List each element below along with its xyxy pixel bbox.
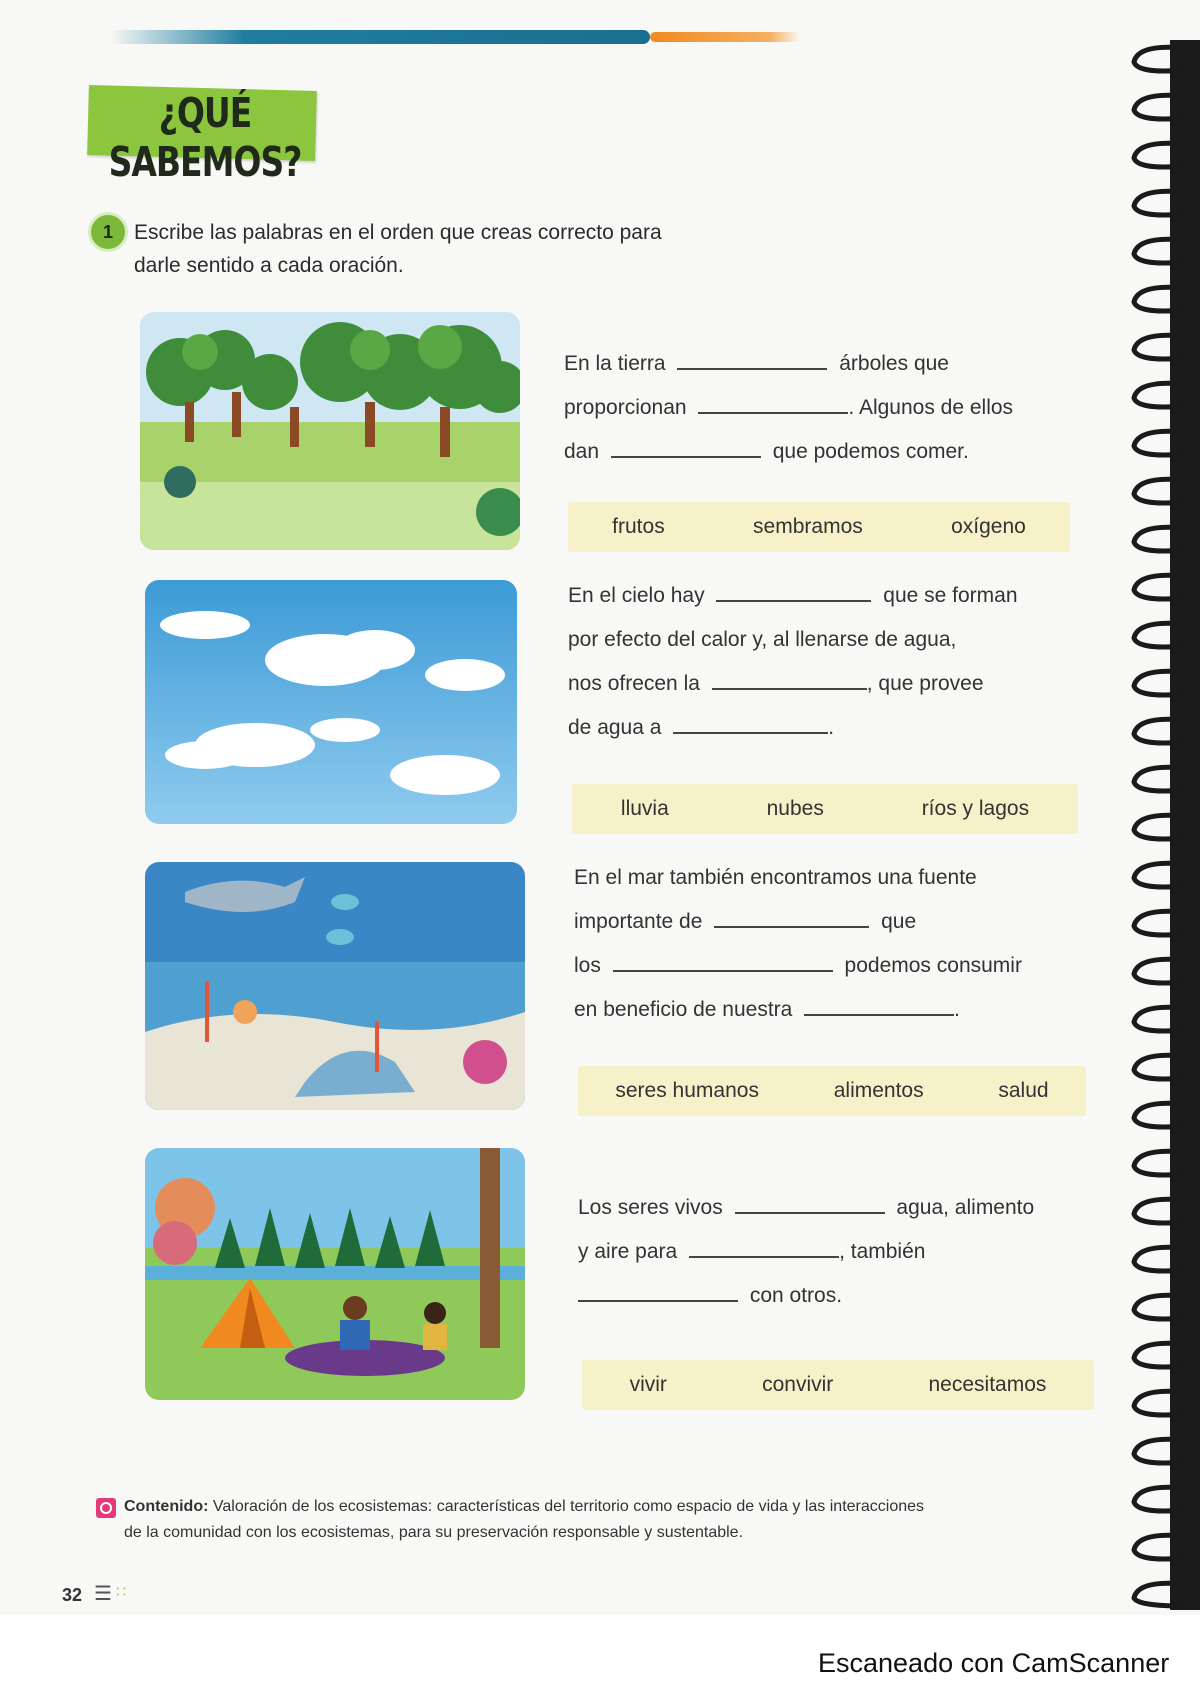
content-note (124, 1494, 924, 1546)
top-accent-bar (650, 32, 800, 42)
content-label: Contenido: (124, 1498, 209, 1515)
ex2-line-part: En el cielo hay (568, 584, 705, 607)
word-option: necesitamos (928, 1373, 1047, 1396)
activity-number: 1 (88, 212, 128, 252)
content-icon (96, 1498, 116, 1518)
ex4-line-part: y aire para (578, 1240, 678, 1263)
answer-blank[interactable] (712, 687, 867, 690)
ex1-line-part: proporcionan (564, 396, 687, 419)
answer-blank[interactable] (716, 599, 871, 602)
answer-blank[interactable] (735, 1211, 885, 1214)
ex1-line-part: dan (564, 440, 600, 463)
sky-illustration (145, 580, 517, 824)
ex1-line-part: árboles que (839, 352, 949, 375)
word-option: sembramos (753, 515, 863, 538)
answer-blank[interactable] (698, 411, 848, 414)
ex1-line-part: . Algunos de ellos (848, 396, 1014, 419)
ex2-line-part: , que provee (866, 672, 984, 695)
activity-instruction: Escribe las palabras en el orden que creas correcto para darle sentido a cada oración. (134, 221, 662, 277)
word-option: convivir (762, 1373, 834, 1396)
scanner-watermark: Escaneado con CamScanner (818, 1648, 1170, 1678)
ex3-line-part: . (954, 998, 961, 1021)
answer-blank[interactable] (677, 367, 827, 370)
word-option: nubes (766, 797, 824, 820)
ex2-line-part: por efecto del calor y, al llenarse de agua, (568, 628, 957, 651)
answer-blank[interactable] (578, 1299, 738, 1302)
ex3-line-part: en beneficio de nuestra (574, 998, 793, 1021)
ex4-line-part: con otros. (749, 1284, 843, 1307)
word-bank-4 (582, 1360, 1094, 1410)
page-number: 32 (62, 1585, 83, 1605)
section-title: ¿QUÉ SABEMOS? (108, 88, 302, 186)
word-option: alimentos (833, 1079, 924, 1102)
menu-icon: ☰ (94, 1583, 112, 1605)
answer-blank[interactable] (804, 1013, 954, 1016)
word-bank-1 (568, 502, 1070, 552)
top-decorative-bar (110, 30, 650, 44)
word-bank-2 (572, 784, 1078, 834)
ex2-line-part: de agua a (568, 716, 662, 739)
content-text: Valoración de los ecosistemas: características del territorio como espacio de vida y las interacciones de la comunidad con los ecosistemas, para su preservación responsable y sustentable. (124, 1498, 925, 1541)
answer-blank[interactable] (714, 925, 869, 928)
ex2-line-part: . (828, 716, 835, 739)
camping-illustration (145, 1148, 525, 1400)
answer-blank[interactable] (673, 731, 828, 734)
ex4-line-part: Los seres vivos (578, 1196, 723, 1219)
ex3-line-part: En el mar también encontramos una fuente (574, 866, 977, 889)
ex2-line-part: que se forman (883, 584, 1018, 607)
answer-blank[interactable] (611, 455, 761, 458)
forest-illustration (140, 312, 520, 550)
ex3-line-part: podemos consumir (844, 954, 1022, 977)
ex3-line-part: los (574, 954, 601, 977)
ex4-line-part: agua, alimento (896, 1196, 1035, 1219)
answer-blank[interactable] (613, 969, 833, 972)
ex4-line-part: , también (839, 1240, 926, 1263)
spiral-binding (1128, 40, 1200, 1610)
word-option: frutos (612, 515, 665, 538)
ex3-line-part: importante de (574, 910, 703, 933)
word-option: vivir (629, 1373, 667, 1396)
word-bank-3 (578, 1066, 1086, 1116)
ex1-line-part: que podemos comer. (772, 440, 969, 463)
word-option: ríos y lagos (921, 797, 1030, 820)
dots-icon: ∷ (116, 1584, 127, 1601)
ex2-line-part: nos ofrecen la (568, 672, 700, 695)
word-option: salud (998, 1079, 1049, 1102)
word-option: lluvia (620, 797, 669, 820)
ex3-line-part: que (881, 910, 917, 933)
word-option: oxígeno (951, 515, 1026, 538)
ex1-line-part: En la tierra (564, 352, 666, 375)
answer-blank[interactable] (689, 1255, 839, 1258)
sea-illustration (145, 862, 525, 1110)
word-option: seres humanos (615, 1079, 759, 1102)
